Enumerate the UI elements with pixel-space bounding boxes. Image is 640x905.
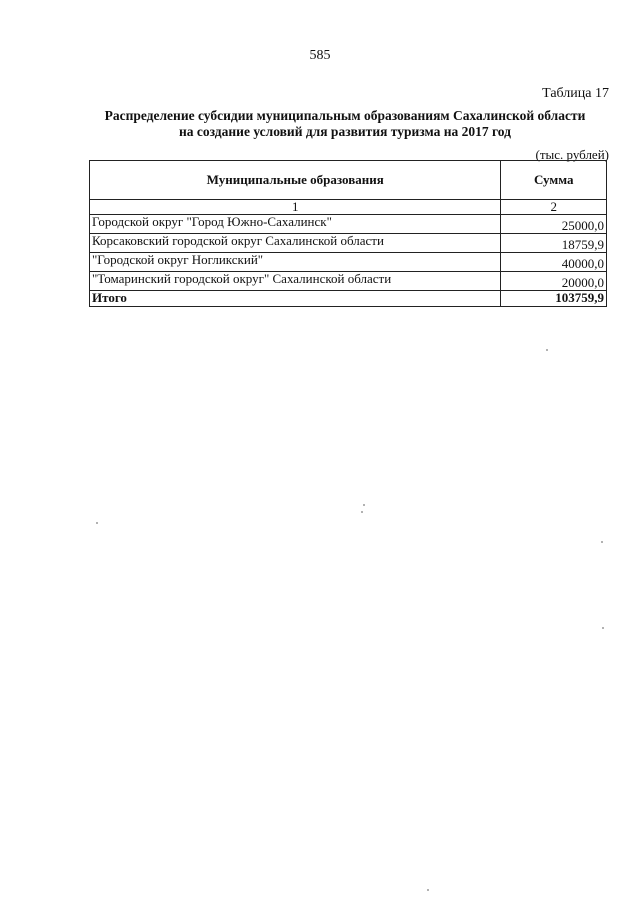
header-municipalities: Муниципальные образования: [90, 161, 501, 200]
row-municipality: Корсаковский городской округ Сахалинской области: [90, 234, 501, 253]
total-row: [90, 291, 607, 307]
column-number-sum: 2: [501, 200, 607, 215]
row-sum: 20000,0: [501, 272, 607, 291]
scan-speck: [96, 522, 98, 524]
subsidy-table: [89, 160, 607, 307]
table-row: [90, 215, 607, 234]
document-title: [100, 108, 590, 140]
scan-speck: [546, 349, 548, 351]
row-sum: 40000,0: [501, 253, 607, 272]
table-row: [90, 272, 607, 291]
table-row: [90, 253, 607, 272]
row-sum: 18759,9: [501, 234, 607, 253]
title-line-2: на создание условий для развития туризма на 2017 год: [178, 124, 511, 139]
title-line-1: Распределение субсидии муниципальным образованиям Сахалинской области: [104, 108, 586, 123]
scan-speck: [601, 541, 603, 543]
scan-speck: [361, 511, 363, 513]
scan-speck: [427, 889, 429, 891]
row-municipality: "Томаринский городской округ" Сахалинской области: [90, 272, 501, 291]
units-label: (тыс. рублей): [535, 147, 609, 162]
header-sum: Сумма: [501, 161, 607, 200]
page-number: 585: [309, 48, 331, 63]
table-row: [90, 234, 607, 253]
row-sum: 25000,0: [501, 215, 607, 234]
scan-speck: [363, 504, 365, 506]
total-label: Итого: [90, 291, 501, 307]
total-sum: 103759,9: [501, 291, 607, 307]
table-label: Таблица 17: [542, 86, 609, 101]
table-header-row: [90, 161, 607, 200]
column-number-row: [90, 200, 607, 215]
row-municipality: "Городской округ Ногликский": [90, 253, 501, 272]
row-municipality: Городской округ "Город Южно-Сахалинск": [90, 215, 501, 234]
scan-speck: [602, 627, 604, 629]
column-number-name: 1: [90, 200, 501, 215]
